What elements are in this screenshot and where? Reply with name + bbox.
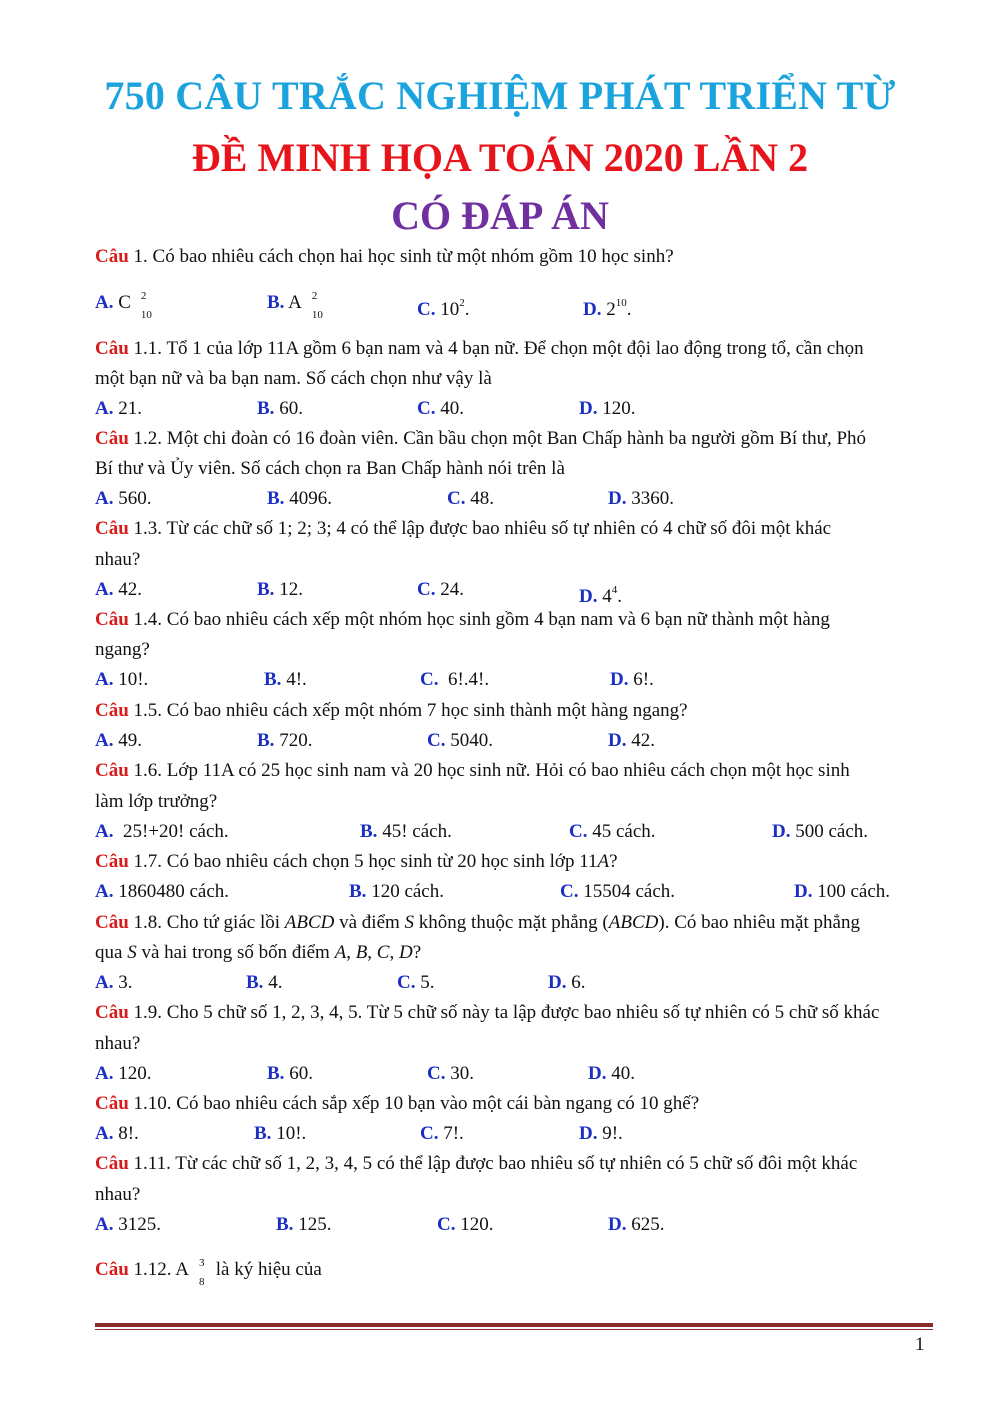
- question-1-4: Câu 1.4. Có bao nhiêu cách xếp một nhóm học sinh gồm 4 bạn nam và 6 bạn nữ thành một hàng: [95, 609, 830, 630]
- option-c: C. 120.: [437, 1214, 494, 1235]
- question-1-8: Câu 1.8. Cho tứ giác lồi ABCD và điểm S không thuộc mặt phẳng (ABCD). Có bao nhiêu mặt phẳng: [95, 912, 860, 933]
- option-c: C. 40.: [417, 398, 464, 419]
- question-1-6: Câu 1.6. Lớp 11A có 25 học sinh nam và 20 học sinh nữ. Hỏi có bao nhiêu cách chọn một học sinh: [95, 760, 850, 781]
- question-1: [95, 245, 674, 269]
- option-c: [417, 291, 469, 322]
- option-b: B. 4.: [246, 972, 283, 993]
- option-d: D. 625.: [608, 1214, 665, 1235]
- option-a: [95, 290, 153, 321]
- question-1-9-cont: nhau?: [95, 1033, 141, 1054]
- option-a: A. 3125.: [95, 1214, 161, 1235]
- option-c: C. 30.: [427, 1063, 474, 1084]
- option-a: A. 120.: [95, 1063, 152, 1084]
- option-b: [267, 290, 324, 321]
- option-letter: A.: [95, 292, 114, 313]
- option-a: A. 3.: [95, 972, 133, 993]
- option-b: B. 60.: [257, 398, 303, 419]
- option-c-math: $10^2$.: [440, 297, 470, 320]
- option-b: B. 120 cách.: [349, 881, 444, 902]
- option-a: A. 25!+20! cách.: [95, 821, 229, 842]
- question-label: Câu: [95, 246, 129, 267]
- option-d: D. 3360.: [608, 488, 674, 509]
- option-letter: D.: [583, 299, 602, 320]
- option-b: B. 125.: [276, 1214, 332, 1235]
- option-b: B. 720.: [257, 730, 313, 751]
- option-d: D. 120.: [579, 398, 636, 419]
- option-b: B. 12.: [257, 579, 303, 600]
- question-1-8-cont: qua S và hai trong số bốn điểm A, B, C, D?: [95, 942, 422, 963]
- page-number: 1: [915, 1334, 925, 1355]
- option-c: C. 7!.: [420, 1123, 464, 1144]
- question-1-2-cont: Bí thư và Ủy viên. Số cách chọn ra Ban Chấp hành nói trên là: [95, 458, 565, 479]
- option-b: B. 4096.: [267, 488, 332, 509]
- question-1-12: Câu 1.12. A 3 8 là ký hiệu của: [95, 1257, 322, 1288]
- question-1-10: Câu 1.10. Có bao nhiêu cách sắp xếp 10 bạn vào một cái bàn ngang có 10 ghế?: [95, 1093, 700, 1114]
- question-1-7: Câu 1.7. Có bao nhiêu cách chọn 5 học sinh từ 20 học sinh lớp 11A?: [95, 851, 618, 872]
- question-1-11-cont: nhau?: [95, 1184, 141, 1205]
- footer-rule-thin: [95, 1329, 933, 1330]
- option-b-math: A 2 10: [288, 290, 323, 321]
- option-b: B. 4!.: [264, 669, 307, 690]
- option-d: D. 100 cách.: [794, 881, 891, 902]
- option-d: D. $4^4$.: [579, 584, 622, 607]
- question-1-1-cont: một bạn nữ và ba bạn nam. Số cách chọn như vậy là: [95, 368, 492, 389]
- option-c: C. 6!.4!.: [420, 669, 490, 690]
- option-b: B. 60.: [267, 1063, 313, 1084]
- option-d: D. 500 cách.: [772, 821, 869, 842]
- option-d-math: $2^{10}$.: [606, 297, 632, 320]
- option-a: A. 560.: [95, 488, 152, 509]
- option-a: A. 1860480 cách.: [95, 881, 230, 902]
- option-a: A. 42.: [95, 579, 142, 600]
- question-1-6-cont: làm lớp trưởng?: [95, 791, 218, 812]
- header-title-line1: 750 CÂU TRẮC NGHIỆM PHÁT TRIỂN TỪ: [104, 73, 896, 118]
- question-1-4-cont: ngang?: [95, 639, 150, 660]
- question-1-1: Câu 1.1. Tổ 1 của lớp 11A gồm 6 bạn nam và 4 bạn nữ. Để chọn một đội lao động trong tổ, cần chọn: [95, 338, 864, 359]
- option-letter: C.: [417, 299, 436, 320]
- option-a: A. 8!.: [95, 1123, 139, 1144]
- option-a-math: C 2 10: [118, 290, 152, 321]
- option-letter: B.: [267, 292, 285, 313]
- question-1-11: Câu 1.11. Từ các chữ số 1, 2, 3, 4, 5 có thể lập được bao nhiêu số tự nhiên có 5 chữ số đôi một khác: [95, 1153, 858, 1174]
- option-c: C. 48.: [447, 488, 494, 509]
- option-d: D. 42.: [608, 730, 655, 751]
- option-a: A. 21.: [95, 398, 142, 419]
- question-1-9: Câu 1.9. Cho 5 chữ số 1, 2, 3, 4, 5. Từ 5 chữ số này ta lập được bao nhiêu số tự nhiên có 5 chữ số khác: [95, 1002, 880, 1023]
- question-1-5: Câu 1.5. Có bao nhiêu cách xếp một nhóm 7 học sinh thành một hàng ngang?: [95, 700, 688, 721]
- option-a: A. 10!.: [95, 669, 149, 690]
- option-c: C. 5040.: [427, 730, 493, 751]
- question-1-3: Câu 1.3. Từ các chữ số 1; 2; 3; 4 có thể lập được bao nhiêu số tự nhiên có 4 chữ số đôi một khác: [95, 518, 832, 539]
- question-1-2: Câu 1.2. Một chi đoàn có 16 đoàn viên. Cần bầu chọn một Ban Chấp hành ba người gồm Bí thư, Phó: [95, 428, 867, 449]
- option-d: D. 6.: [548, 972, 586, 993]
- footer-rule-thick: [95, 1323, 933, 1327]
- option-d: D. 9!.: [579, 1123, 623, 1144]
- arrangement-symbol: A 3 8: [175, 1257, 205, 1288]
- option-b: B. 10!.: [254, 1123, 307, 1144]
- question-1-3-cont: nhau?: [95, 549, 141, 570]
- option-c: C. 15504 cách.: [560, 881, 676, 902]
- header-title-line3: CÓ ĐÁP ÁN: [391, 193, 609, 238]
- option-d: D. 6!.: [610, 669, 654, 690]
- header-title-line2: ĐỀ MINH HỌA TOÁN 2020 LẦN 2: [191, 135, 809, 180]
- option-c: C. 45 cách.: [569, 821, 656, 842]
- option-b: B. 45! cách.: [360, 821, 452, 842]
- option-c: C. 24.: [417, 579, 464, 600]
- option-c: C. 5.: [397, 972, 435, 993]
- question-text: 1. Có bao nhiêu cách chọn hai học sinh từ một nhóm gồm 10 học sinh?: [128, 246, 674, 267]
- option-a: A. 49.: [95, 730, 142, 751]
- option-d: D. 40.: [588, 1063, 635, 1084]
- option-d: [583, 291, 631, 322]
